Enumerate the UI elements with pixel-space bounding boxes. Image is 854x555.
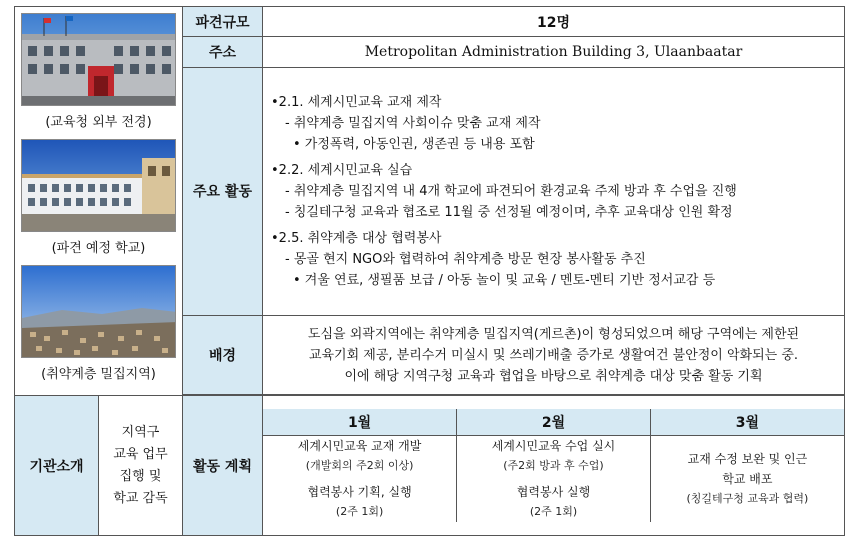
plan-label: 활동 계획 (183, 396, 263, 536)
month-plan-cell (457, 435, 651, 522)
activity-item: - 취약계층 밀집지역 사회이슈 맞춤 교재 제작 (285, 115, 541, 131)
activity-section-title: •2.1. 세계시민교육 교재 제작 (271, 94, 442, 110)
org-description: 지역구 교육 업무 집행 및 학교 감독 (99, 396, 183, 536)
plan-item: 협력봉사 기획, 실행 (307, 484, 412, 499)
activity-section-title: •2.2. 세계시민교육 실습 (271, 162, 413, 178)
plan-item: 세계시민교육 교재 개발 (297, 438, 422, 453)
plan-item-detail: (칭길테구청 교육과 협력) (686, 491, 809, 505)
activity-item: - 칭길테구청 교육과 협조로 11월 중 선정될 예정이며, 추후 교육대상 인원 확정 (285, 204, 733, 220)
plan-item: 협력봉사 실행 (516, 484, 591, 499)
background-label: 배경 (183, 316, 263, 395)
plan-item: 학교 배포 (722, 471, 773, 486)
building-photo (21, 13, 176, 106)
activities-label: 주요 활동 (183, 67, 263, 316)
background-line: 교육기회 제공, 분리수거 미실시 및 쓰레기배출 증가로 생활여건 불안정이 악화되는 중. (308, 347, 799, 363)
org-label: 기관소개 (15, 396, 99, 536)
activity-section-title: •2.5. 취약계층 대상 협력봉사 (271, 230, 442, 246)
plan-item-detail: (개발회의 주2회 이상) (305, 458, 414, 472)
month-header: 3월 (650, 409, 844, 435)
month-plan-cell (650, 435, 844, 522)
activity-item: - 취약계층 밀집지역 내 4개 학교에 파견되어 환경교육 주제 방과 후 수업을 진행 (285, 183, 737, 199)
plan-item-detail: (2주 1회) (335, 504, 384, 518)
activity-item: - 몽골 현지 NGO와 협력하여 취약계층 방문 현장 봉사활동 추진 (285, 251, 646, 267)
activities-content (263, 67, 845, 316)
plan-item: 교재 수정 보완 및 인근 (687, 451, 808, 466)
month-plan-cell (263, 435, 457, 522)
dispatch-info-document (14, 6, 844, 547)
district-photo (21, 265, 176, 358)
background-line: 이에 해당 지역구청 교육과 협업을 바탕으로 취약계층 대상 맞춤 활동 기획 (344, 368, 763, 384)
plan-schedule (263, 396, 845, 536)
school-photo (21, 139, 176, 232)
month-header: 1월 (263, 409, 457, 435)
plan-item-detail: (2주 1회) (529, 504, 578, 518)
address-label: 주소 (183, 37, 263, 67)
dispatch-info-table (14, 6, 845, 396)
activity-subitem: • 겨울 연료, 생필품 보급 / 아동 놀이 및 교육 / 멘토-멘티 기반 정서교감 등 (293, 272, 716, 288)
activity-subitem: • 가정폭력, 아동인권, 생존권 등 내용 포함 (293, 136, 535, 152)
address-value: Metropolitan Administration Building 3, Ulaanbaatar (263, 37, 845, 67)
plan-table (14, 395, 845, 536)
photo-column (15, 7, 183, 396)
background-line: 도심을 외곽지역에는 취약계층 밀집지역(게르촌)이 형성되었으며 해당 구역에는 제한된 (307, 326, 800, 342)
background-content (263, 316, 845, 395)
photo-caption: (취약계층 밀집지역) (41, 367, 156, 382)
month-header: 2월 (457, 409, 651, 435)
photo-caption: (파견 예정 학교) (51, 241, 146, 256)
plan-item: 세계시민교육 수업 실시 (491, 438, 616, 453)
monthly-plan (263, 409, 844, 522)
size-value: 12명 (263, 7, 845, 37)
photo-caption: (교육청 외부 전경) (45, 115, 152, 130)
plan-item-detail: (주2회 방과 후 수업) (503, 458, 604, 472)
size-label: 파견규모 (183, 7, 263, 37)
